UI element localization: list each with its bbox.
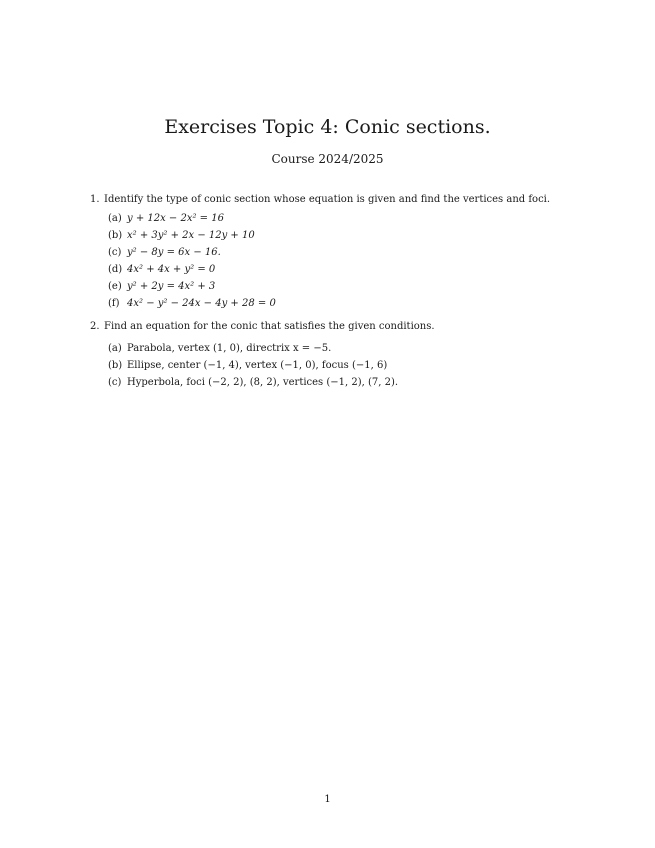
item-text: Hyperbola, foci (−2, 2), (8, 2), vertices (−1, 2), (7, 2). [127,377,399,388]
item-label: (c) [108,377,122,388]
list-item [108,298,276,315]
list-item [108,281,276,298]
list-item [108,247,276,264]
item-label: (a) [108,343,122,354]
list-item [108,213,276,230]
item-label: (c) [108,247,122,258]
item-label: (e) [108,281,122,292]
exercise-1-items [108,213,276,315]
item-equation: y² − 8y = 6x − 16. [127,247,221,258]
item-label: (b) [108,360,123,371]
list-item [108,230,276,247]
item-label: (a) [108,213,122,224]
item-equation: x² + 3y² + 2x − 12y + 10 [127,230,255,241]
item-equation: y² + 2y = 4x² + 3 [127,281,216,292]
exercise-2-number: 2. [90,321,100,332]
exercise-1-prompt [90,194,550,206]
item-text: Parabola, vertex (1, 0), directrix x = −5. [127,343,332,354]
document-title: Exercises Topic 4: Conic sections. [164,116,491,138]
item-equation: 4x² − y² − 24x − 4y + 28 = 0 [127,298,276,309]
page-number: 1 [324,794,331,805]
item-equation: 4x² + 4x + y² = 0 [127,264,216,275]
list-item [108,343,398,360]
document-subtitle: Course 2024/2025 [271,152,384,166]
list-item [108,377,398,394]
list-item [108,264,276,281]
exercise-2-items [108,343,398,394]
list-item [108,360,398,377]
exercise-1-text: Identify the type of conic section whose equation is given and find the vertices and foci. [104,194,551,205]
exercise-2-prompt [90,321,435,333]
exercise-2-text: Find an equation for the conic that satisfies the given conditions. [104,321,435,332]
item-label: (b) [108,230,123,241]
item-text: Ellipse, center (−1, 4), vertex (−1, 0), focus (−1, 6) [127,360,388,371]
item-equation: y + 12x − 2x² = 16 [127,213,224,224]
item-label: (f) [108,298,120,309]
item-label: (d) [108,264,123,275]
exercise-1-number: 1. [90,194,100,205]
